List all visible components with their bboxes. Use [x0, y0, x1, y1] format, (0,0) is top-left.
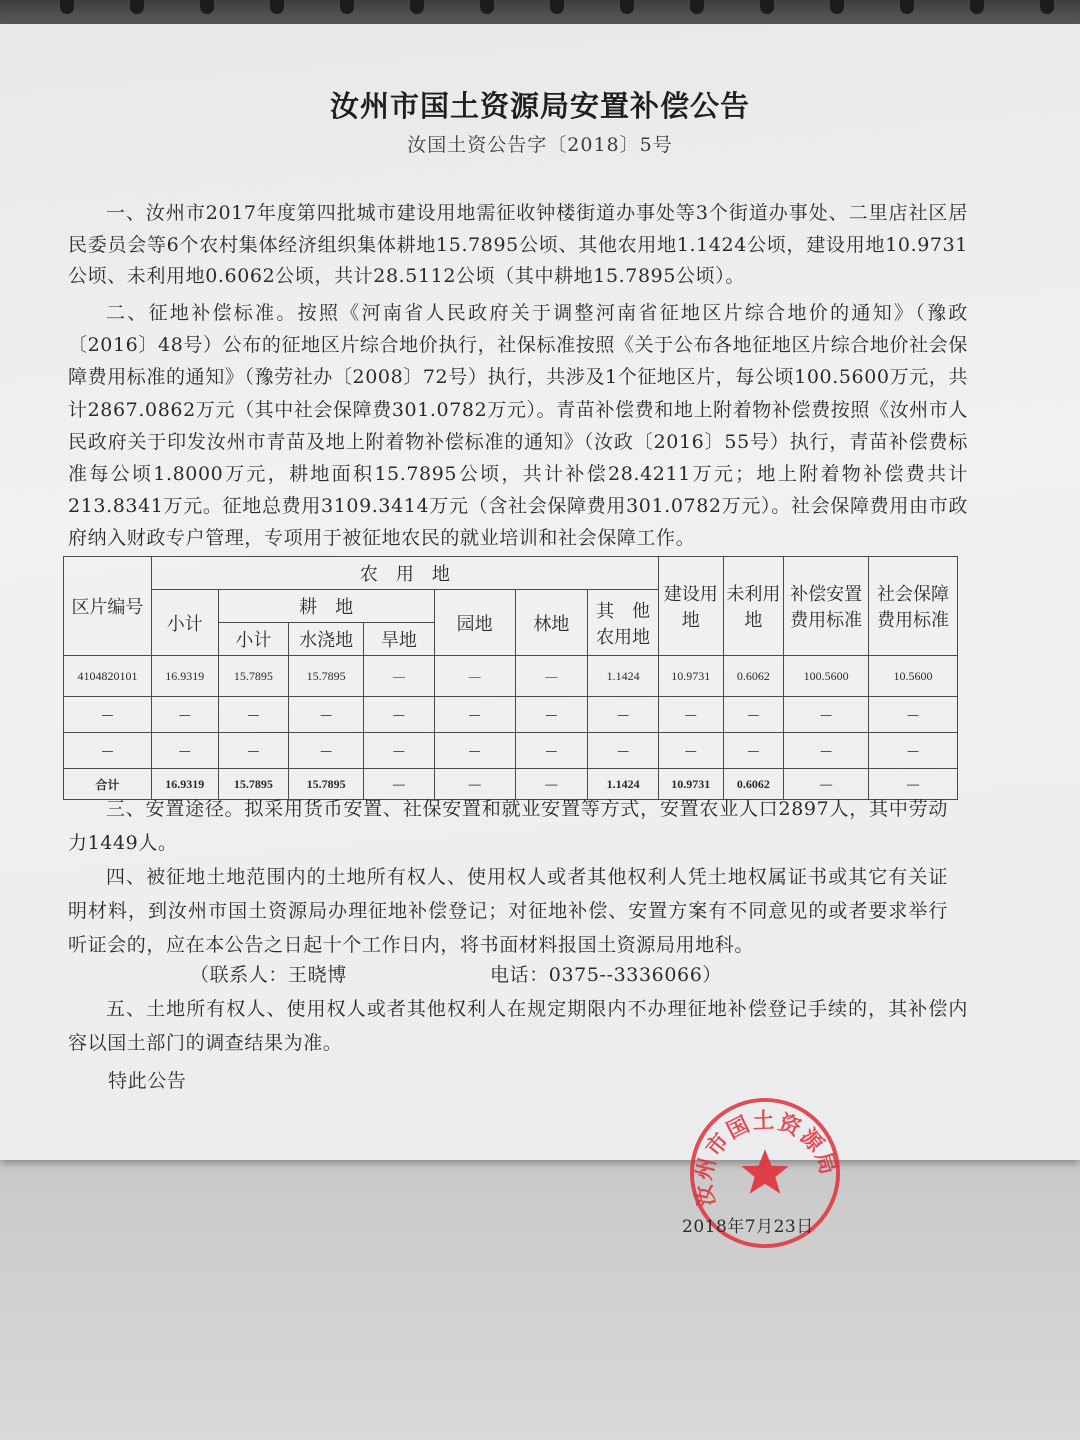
table-cell: —: [515, 656, 588, 697]
header-forest: 林地: [515, 590, 588, 656]
header-unused: 未利用地: [723, 557, 784, 656]
header-construction: 建设用地: [658, 557, 723, 656]
table-cell: —: [434, 656, 515, 697]
header-compensation-std: 补偿安置费用标准: [784, 557, 869, 656]
table-cell: —: [869, 769, 958, 800]
background-bottom: [0, 1160, 1080, 1440]
paragraph-4: 四、被征地土地范围内的土地所有权人、使用权人或者其他权利人凭土地权属证书或其它有关证明材料，到汝州市国土资源局办理征地补偿登记；对征地补偿、安置方案有不同意见的或者要求举行听证会的，应在本公告之日起十个工作日内，将书面材料报国土资源局用地科。: [68, 866, 948, 956]
table-cell: —: [588, 697, 659, 733]
table-cell: —: [723, 697, 784, 733]
table-cell: 15.7895: [218, 769, 289, 800]
table-cell: —: [434, 769, 515, 800]
table-cell: 1.1424: [588, 656, 659, 697]
table-cell: —: [363, 656, 434, 697]
table-cell: —: [658, 697, 723, 733]
header-zone-id: 区片编号: [64, 557, 152, 656]
table-cell: —: [515, 697, 588, 733]
table-cell: 合计: [64, 769, 152, 800]
table-cell: 0.6062: [723, 769, 784, 800]
table-cell: —: [784, 769, 869, 800]
table-cell: 16.9319: [151, 656, 218, 697]
table-cell: 10.5600: [869, 656, 958, 697]
table-cell: —: [289, 733, 364, 769]
paragraph-5: 五、土地所有权人、使用权人或者其他权利人在规定期限内不办理征地补偿登记手续的，其补偿内容以国土部门的调查结果为准。: [68, 998, 968, 1054]
table-cell: 15.7895: [289, 656, 364, 697]
table-cell: 0.6062: [723, 656, 784, 697]
paragraph-2: 二、征地补偿标准。按照《河南省人民政府关于调整河南省征地区片综合地价的通知》（豫政〔2016〕48号）公布的征地区片综合地价执行，社保标准按照《关于公布各地征地区片综合地价社会保障费用标准的通知》（豫劳社办〔2008〕72号）执行，共涉及1个征地区片，每公顷100.5600万元，共计2867.0862万元（其中社会保障费301.0782万元）。青苗补偿费和地上附着物补偿费按照《汝州市人民政府关于印发汝州市青苗及地上附着物补偿标准的通知》（汝政〔2016〕55号）执行，青苗补偿费标准每公顷1.8000万元，耕地面积15.7895公顷，共计补偿28.4211万元；地上附着物补偿费共计213.8341万元。征地总费用3109.3414万元（含社会保障费用301.0782万元）。社会保障费用由市政府纳入财政专户管理，专项用于被征地农民的就业培训和社会保障工作。: [68, 302, 968, 550]
table-cell: 100.5600: [784, 656, 869, 697]
header-dry: 旱地: [363, 623, 434, 656]
table-cell: 15.7895: [218, 656, 289, 697]
land-table: [63, 556, 958, 800]
table-cell: —: [151, 697, 218, 733]
table-cell: —: [588, 733, 659, 769]
table-row: [64, 697, 958, 733]
table-row: [64, 656, 958, 697]
table-cell: 4104820101: [64, 656, 152, 697]
table-cell: 1.1424: [588, 769, 659, 800]
paragraph-1: 一、汝州市2017年度第四批城市建设用地需征收钟楼街道办事处等3个街道办事处、二里店社区居民委员会等6个农村集体经济组织集体耕地15.7895公顷、其他农用地1.1424公顷，建设用地10.9731公顷、未利用地0.6062公顷，共计28.5112公顷（其中耕地15.7895公顷）。: [68, 202, 968, 287]
table-cell: —: [515, 769, 588, 800]
table-cell: —: [869, 733, 958, 769]
header-cultivated: 耕 地: [218, 590, 434, 623]
table-cell: —: [363, 733, 434, 769]
table-cell: —: [218, 733, 289, 769]
table-cell: —: [869, 697, 958, 733]
table-row: [64, 733, 958, 769]
binding-spiral: [0, 0, 1080, 18]
table-cell: 10.9731: [658, 656, 723, 697]
table-cell: —: [363, 697, 434, 733]
table-cell: —: [363, 769, 434, 800]
table-cell: —: [64, 697, 152, 733]
table-cell: —: [515, 733, 588, 769]
closing-remark: 特此公告: [108, 1070, 187, 1092]
seal-text: 汝州市国土资源局: [691, 1108, 841, 1209]
table-cell: 15.7895: [289, 769, 364, 800]
header-subtotal: 小计: [151, 590, 218, 656]
table-cell: —: [218, 697, 289, 733]
header-cultivated-subtotal: 小计: [218, 623, 289, 656]
table-cell: —: [151, 733, 218, 769]
table-cell: —: [658, 733, 723, 769]
table-cell: —: [289, 697, 364, 733]
table-cell: —: [784, 697, 869, 733]
contact-phone: 电话：0375--3336066）: [490, 964, 723, 986]
table-cell: —: [434, 697, 515, 733]
table-cell: 10.9731: [658, 769, 723, 800]
page-title: 汝州市国土资源局安置补偿公告: [329, 89, 750, 123]
table-cell: —: [434, 733, 515, 769]
header-other-farmland: 其 他农用地: [588, 590, 659, 656]
table-cell: —: [64, 733, 152, 769]
header-garden: 园地: [434, 590, 515, 656]
contact-person: （联系人：王晓博: [190, 964, 347, 986]
header-social-security-std: 社会保障费用标准: [869, 557, 958, 656]
table-cell: —: [723, 733, 784, 769]
seal-star-icon: [741, 1149, 788, 1193]
notice-date: 2018年7月23日: [682, 1217, 814, 1237]
paragraph-3: 三、安置途径。拟采用货币安置、社保安置和就业安置等方式，安置农业人口2897人，其中劳动力1449人。: [68, 798, 948, 854]
document-number: 汝国土资公告字〔2018〕5号: [407, 134, 673, 156]
table-cell: 16.9319: [151, 769, 218, 800]
table-cell: —: [784, 733, 869, 769]
header-irrigated: 水浇地: [289, 623, 364, 656]
header-farmland: 农 用 地: [151, 557, 658, 590]
